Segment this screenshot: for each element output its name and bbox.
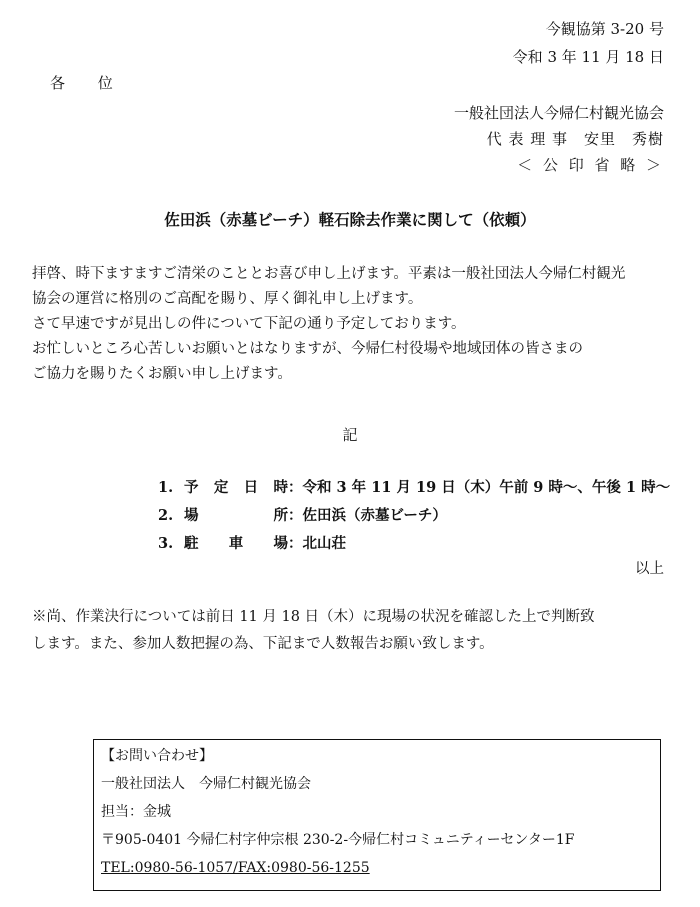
details-list: [158, 474, 670, 558]
detail-item-parking: [158, 530, 670, 558]
item-number: 2.: [158, 507, 174, 524]
body-text: [32, 262, 682, 387]
addressee: 各 位: [50, 74, 127, 92]
note-line: ※尚、作業決行については前日 11 月 18 日（木）に現場の状況を確認した上で判断致: [32, 609, 595, 625]
item-label: 場所: [184, 507, 288, 524]
item-value: ：北山荘: [288, 535, 346, 552]
body-line: ご協力を賜りたくお願い申し上げます。: [32, 366, 292, 382]
body-line: 協会の運営に格別のご高配を賜り、厚く御礼申し上げます。: [32, 291, 423, 307]
body-line: さて早速ですが見出しの件について下記の通り予定しております。: [32, 316, 466, 332]
item-value: ：佐田浜（赤墓ビーチ）: [288, 507, 447, 524]
item-label: 予定日時: [184, 479, 288, 496]
contact-person: 担当：金城: [101, 804, 171, 820]
contact-organization: 一般社団法人 今帰仁村観光協会: [101, 776, 311, 792]
contact-heading: 【お問い合わせ】: [101, 748, 213, 764]
ki-heading: 記: [342, 426, 358, 444]
contact-address: 〒905-0401 今帰仁村字仲宗根 230-2-今帰仁村コミュニティーセンター1F: [101, 832, 575, 848]
body-line: お忙しいところ心苦しいお願いとはなりますが、今帰仁村役場や地域団体の皆さまの: [32, 341, 583, 357]
note-text: [32, 604, 672, 658]
document-number: 今観協第 3-20 号: [545, 20, 664, 38]
contact-tel-fax: TEL:0980-56-1057/FAX:0980-56-1255: [101, 860, 370, 876]
item-value: ：令和 3 年 11 月 19 日（木）午前 9 時～、午後 1 時～: [288, 479, 671, 496]
contact-info: [101, 742, 574, 882]
seal-omitted-note: ＜ 公 印 省 略 ＞: [517, 156, 664, 174]
detail-item-place: [158, 502, 670, 530]
body-line: 拝啓、時下ますますご清栄のこととお喜び申し上げます。平素は一般社団法人今帰仁村観光: [32, 266, 626, 282]
item-label: 駐車場: [184, 535, 288, 552]
item-number: 1.: [158, 479, 174, 496]
document-date: 令和 3 年 11 月 18 日: [512, 48, 664, 66]
closing-ijo: 以上: [635, 561, 664, 577]
sender-representative: 代 表 理 事 安里 秀樹: [486, 130, 664, 148]
document-title: 佐田浜（赤墓ビーチ）軽石除去作業に関して（依頼）: [164, 210, 536, 229]
sender-organization: 一般社団法人今帰仁村観光協会: [453, 104, 664, 122]
item-number: 3.: [158, 535, 174, 552]
contact-box: [93, 739, 661, 891]
note-line: します。また、参加人数把握の為、下記まで人数報告お願い致します。: [32, 636, 494, 652]
detail-item-datetime: [158, 474, 670, 502]
